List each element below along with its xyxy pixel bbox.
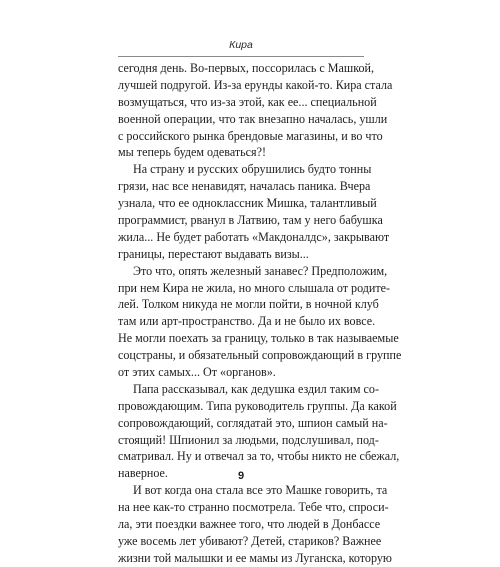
text-line: ла, эти поездки важнее того, что людей в Донбассе [118,517,381,532]
text-line: границы, перестают выдавать визы... [118,246,309,261]
text-line: мы теперь будем одеваться?! [118,145,267,160]
text-line: стоящий! Шпионил за людьми, подслушивал, под- [118,432,379,447]
body-text [118,60,402,567]
text-line: И вот когда она стала все это Машке говорить, та [133,483,388,498]
text-line: с российского рынка брендовые магазины, и во что [118,128,383,143]
text-line: жизни той малышки и ее мамы из Луганска, которую [118,550,392,565]
text-line: соцстраны, и обязательный сопровождающий в группе [118,348,402,363]
text-line: жила... Не будет работать «Макдоналдс», закрывают [118,229,390,244]
text-line: от этих самых... От «органов». [118,365,276,380]
text-line: сегодня день. Во-первых, поссорилась с Машкой, [118,61,375,75]
text-line: На страну и русских обрушились будто тонны [133,162,372,177]
text-line: на нее как-то странно посмотрела. Тебе что, спроси- [118,500,389,515]
text-line: Папа рассказывал, как дедушка ездил таким со- [133,381,379,396]
text-line: Это что, опять железный занавес? Предположим, [133,263,388,278]
text-line: узнала, что ее одноклассник Мишка, талантливый [118,196,377,211]
text-line: при нем Кира не жила, но много слышала от родите- [118,280,391,295]
text-line: там или арт-пространство. Да и не было их вовсе. [118,314,376,329]
text-line: лей. Толком никуда не могли пойти, в ночной клуб [118,297,379,312]
header-rule [118,56,364,57]
text-line: сматривал. Ну и отвечал за то, чтобы никто не сбежал, [118,449,400,464]
text-line: грязи, нас все ненавидят, началась паника. Вчера [118,179,371,194]
text-line: наверное. [118,466,168,481]
page-number: 9 [237,470,245,482]
text-line: провождающим. Типа руководитель группы. Да какой [118,398,397,413]
text-line: возмущаться, что из-за этой, как ее... специальной [118,94,377,109]
text-line: лучшей подругой. Из-за ерунды какой-то. Кира стала [118,77,393,92]
running-head: Кира [229,39,253,51]
text-line: уже восемь лет убивают? Детей, стариков? Важнее [118,533,382,548]
text-line: Не могли поехать за границу, только в так называемые [118,331,399,346]
text-line: военной операции, что так внезапно началась, ушли [118,111,388,126]
text-line: программист, рванул в Латвию, там у него бабушка [118,213,383,228]
text-line: сопровождающий, соглядатай это, шпион самый на- [118,415,388,430]
